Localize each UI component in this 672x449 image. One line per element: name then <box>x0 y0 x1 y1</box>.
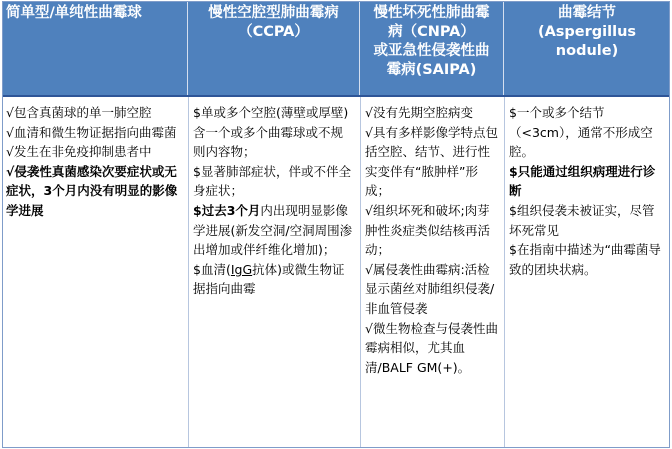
cell-text-rest: 内出现明显影像学进展(新发空洞/空洞周围渗出增加或伴纤维化增加)； <box>193 202 353 258</box>
cell-aspergillus-nodule <box>504 97 670 448</box>
cell-text-post: 抗体)或微生物证据指向曲霉 <box>193 261 345 297</box>
header-aspergillus-nodule <box>504 1 670 95</box>
cell-simple-aspergilloma <box>2 97 188 448</box>
header-simple-aspergilloma <box>2 1 188 95</box>
cell-text: $只能通过组织病理进行诊断 <box>509 163 656 199</box>
header-line: （CCPA） <box>238 24 309 40</box>
cell-text: $显著肺部症状，伴或不伴全身症状； <box>193 163 351 199</box>
cell-text: $在指南中描述为“曲霉菌导致的团块状病。 <box>509 242 661 277</box>
cell-text: √血清和微生物证据指向曲霉菌 <box>6 124 177 140</box>
header-line: 病（CNPA） <box>388 24 475 40</box>
header-line: 慢性坏死性肺曲霉 <box>373 5 490 21</box>
header-line: 简单型/单纯性曲霉球 <box>6 5 142 21</box>
cell-ccpa <box>188 97 360 448</box>
header-line: nodule) <box>555 43 619 59</box>
header-line: 曲霉结节 <box>558 5 616 21</box>
comparison-table <box>2 1 670 448</box>
header-line: 霉病(SAIPA) <box>386 62 477 78</box>
cell-text: √组织坏死和破坏;肉芽肿性炎症类似结核再活动； <box>365 202 491 258</box>
cell-text: √微生物检查与侵袭性曲霉病相似，尤其血清/BALF GM(+)。 <box>365 320 498 375</box>
cell-text <box>193 201 355 260</box>
cell-text: √具有多样影像学特点包括空腔、结节、进行性实变伴有“脓肿样”形成； <box>365 124 498 199</box>
cell-text-underlined: IgG <box>230 261 253 277</box>
cell-text <box>193 260 355 299</box>
cell-text: √侵袭性真菌感染次要症状或无症状，3个月内没有明显的影像学进展 <box>6 163 178 218</box>
header-line: 慢性空腔型肺曲霉病 <box>208 5 339 21</box>
header-cnpa <box>360 1 504 95</box>
cell-text: $组织侵袭未被证实，尽管坏死常见 <box>509 202 655 238</box>
header-ccpa <box>188 1 360 95</box>
cell-text: √发生在非免疫抑制患者中 <box>6 144 152 160</box>
cell-text: $一个或多个结节（<3cm），通常不形成空腔。 <box>509 105 653 160</box>
header-line: (Aspergillus <box>537 24 637 40</box>
header-line: 或亚急性侵袭性曲 <box>373 43 490 59</box>
cell-text-bold: $过去3个月 <box>193 202 261 218</box>
cell-text: √属侵袭性曲霉病:活检显示菌丝对肺组织侵袭/非血管侵袭 <box>365 261 495 316</box>
cell-text: √没有先期空腔病变 <box>365 105 473 120</box>
cell-text: $单或多个空腔(薄壁或厚壁)含一个或多个曲霉球或不规则内容物； <box>193 105 349 160</box>
cell-text: √包含真菌球的单一肺空腔 <box>6 105 152 120</box>
cell-cnpa <box>360 97 504 448</box>
cell-text-pre: $血清( <box>193 261 231 277</box>
